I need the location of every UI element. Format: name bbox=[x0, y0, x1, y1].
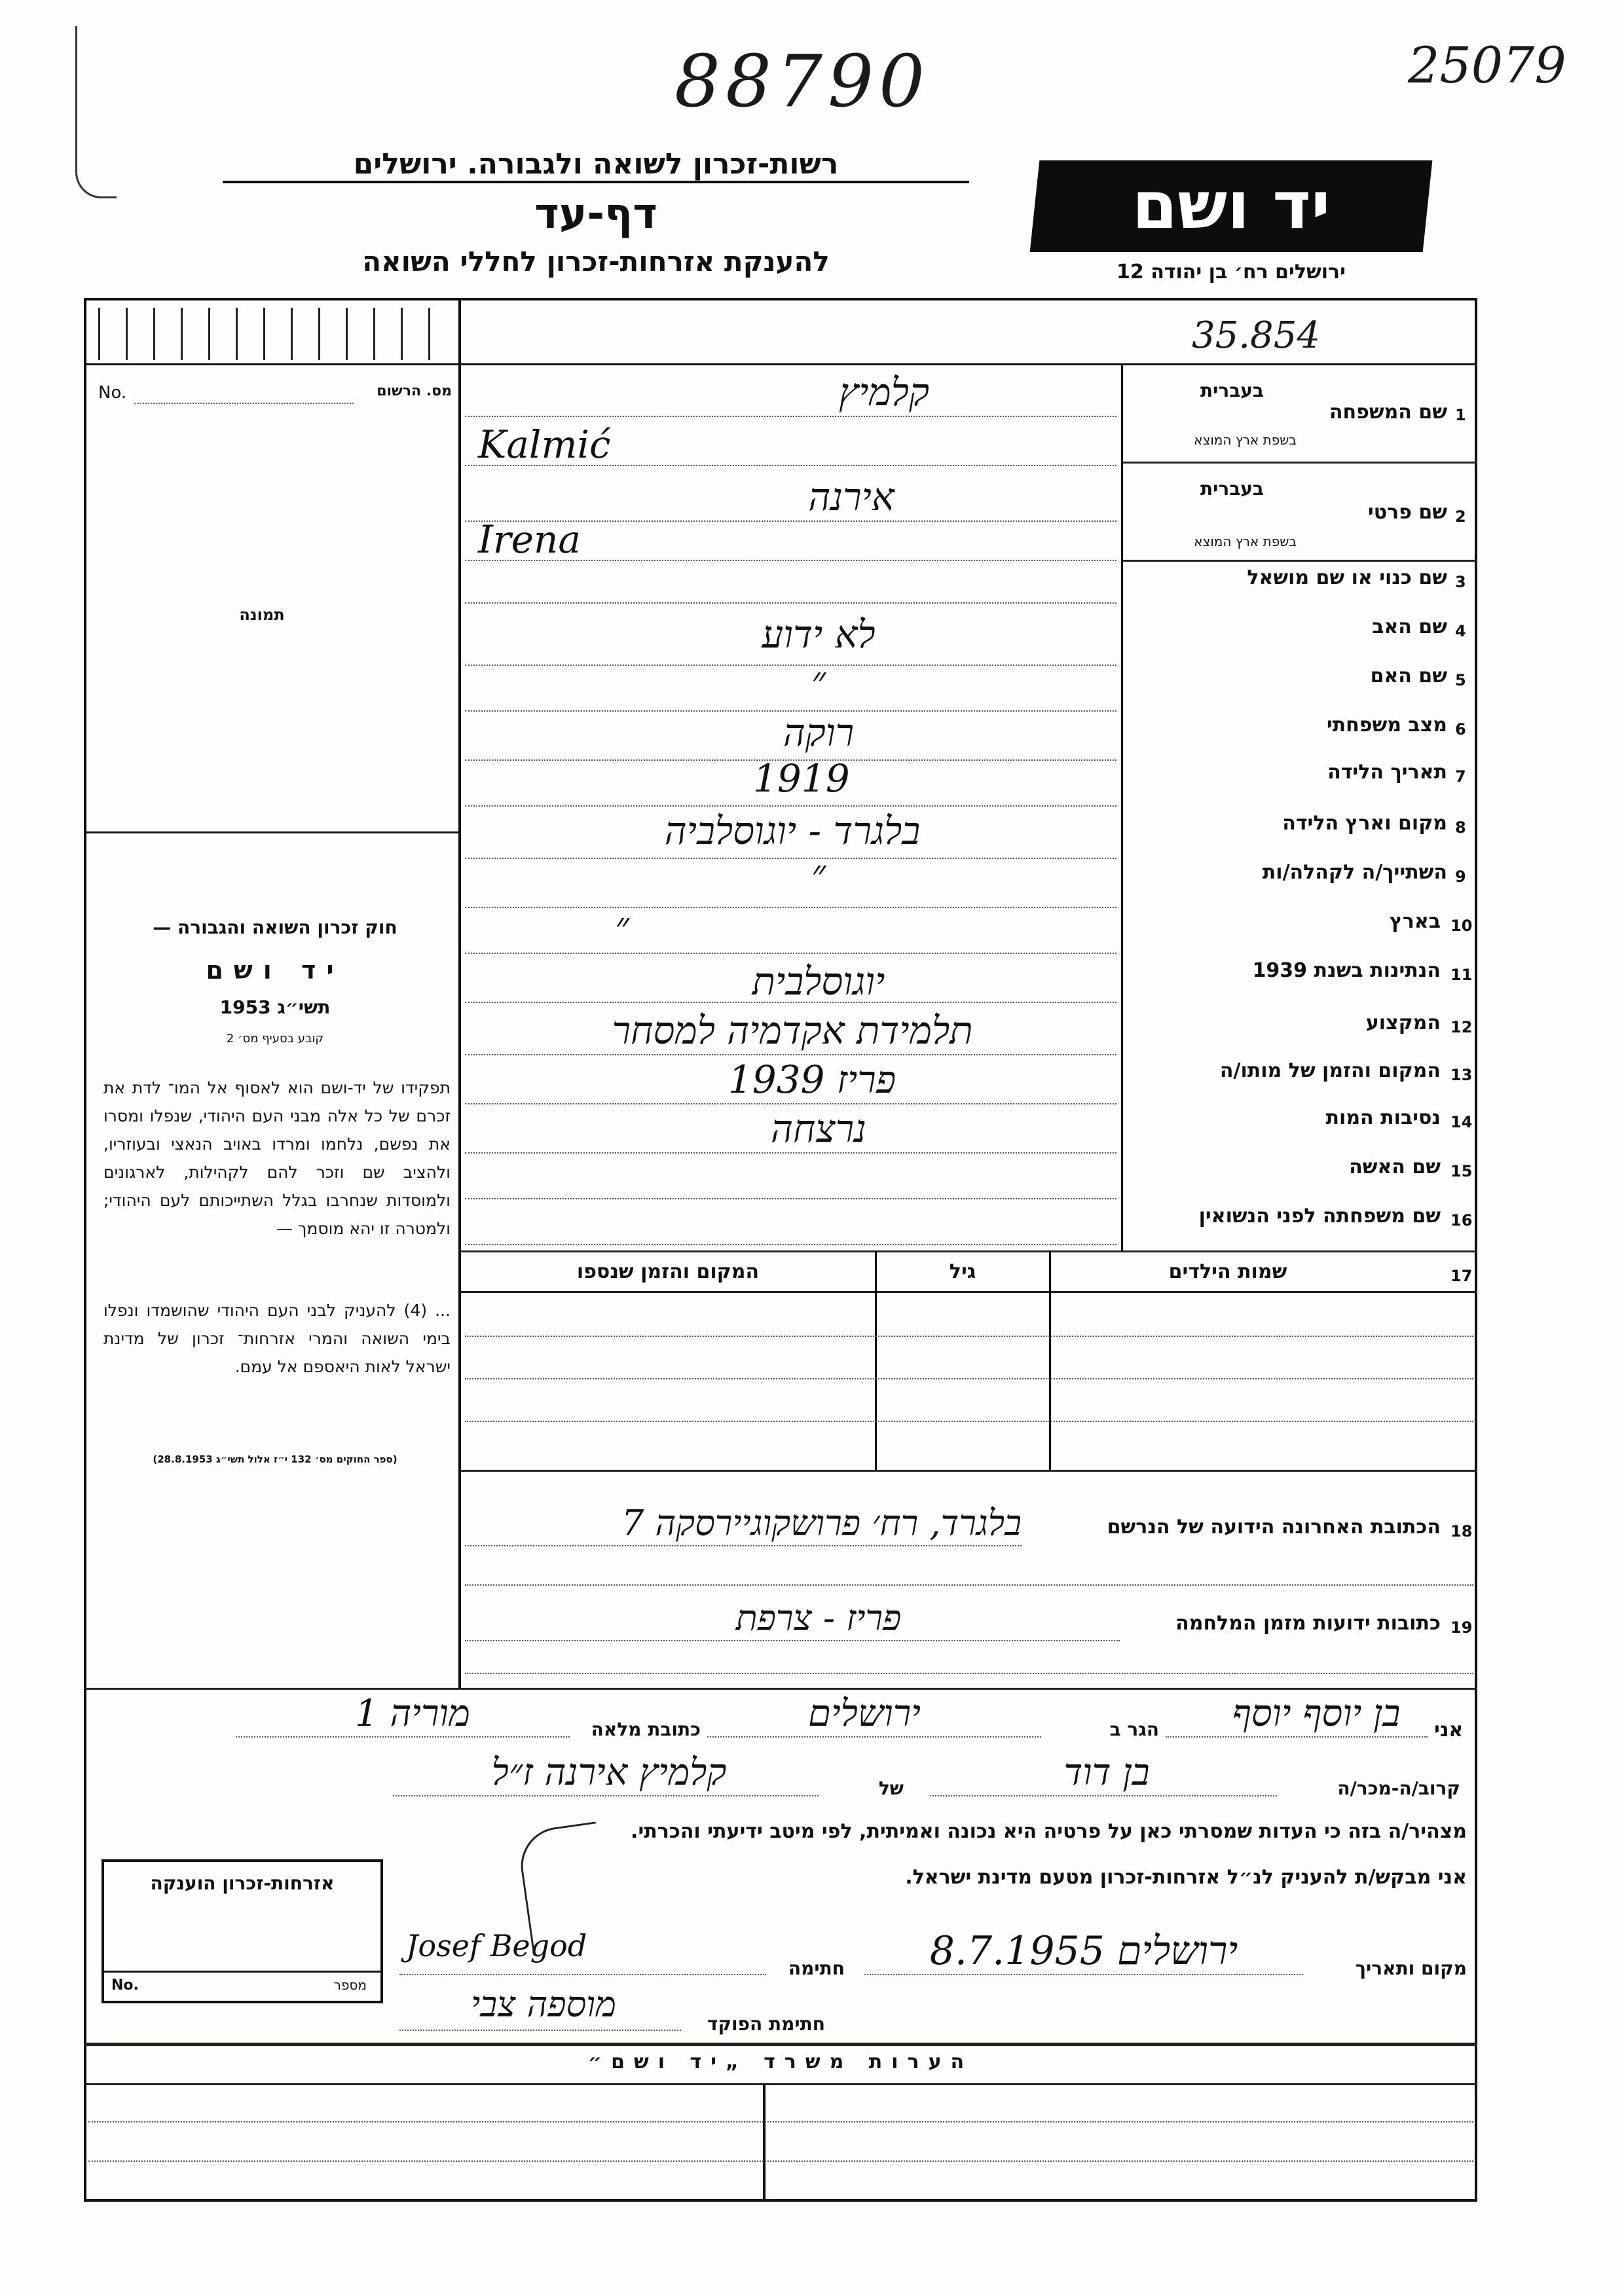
label-nickname: שם כנוי או שם מושאל bbox=[1247, 566, 1447, 589]
decl-line bbox=[707, 1736, 1041, 1738]
label-origin-lang-1: בשפת ארץ המוצא bbox=[1194, 432, 1297, 448]
remarks-header-rule bbox=[84, 2083, 1477, 2085]
field-number-14: 14 bbox=[1450, 1113, 1473, 1131]
row-line bbox=[465, 1545, 1022, 1546]
law-paragraph-1: תפקידו של יד-ושם הוא לאסוף אל המו־ לדת את זכרם של כל אלה מבני העם היהודי, שנפלו ומסרו את נפשם, נלחמו ומרדו באויב הנאצי ובעוזריו, ולהציב שם וזכר להם לקהילות, לארגונים ולמוסדות שנחרבו בגלל השתייכותם לעם היהודי; ולמטרה זו יהא מוסמך — bbox=[103, 1078, 451, 1238]
decl-relation: בן דוד bbox=[1063, 1751, 1150, 1794]
law-year: תשי״ג 1953 bbox=[219, 996, 331, 1018]
decl-line bbox=[399, 2030, 681, 2031]
children-col-divider-2 bbox=[1049, 1250, 1051, 1470]
decl-line bbox=[393, 1795, 819, 1796]
left-column-divider bbox=[458, 298, 461, 1689]
label-wife-name: שם האשה bbox=[1349, 1156, 1441, 1178]
value-last-address: בלגרד, רח׳ פרושקוגיירסקה 7 bbox=[621, 1503, 1022, 1544]
value-death-circumstances: נרצחה bbox=[770, 1106, 867, 1151]
row-line bbox=[465, 1584, 1473, 1586]
remarks-top-rule bbox=[84, 2043, 1477, 2046]
reg-label: מס. הרשום bbox=[377, 383, 452, 399]
field-number-13: 13 bbox=[1450, 1066, 1473, 1084]
value-father-name: לא ידוע bbox=[762, 612, 876, 657]
children-col-age: גיל bbox=[949, 1260, 976, 1283]
children-row-line bbox=[465, 1336, 1473, 1337]
archive-number: 25079 bbox=[1408, 36, 1566, 94]
field-number-19: 19 bbox=[1450, 1618, 1473, 1637]
children-col-place: המקום והזמן שנספו bbox=[576, 1260, 760, 1283]
row-line bbox=[465, 465, 1116, 466]
decl-address: מוריה 1 bbox=[355, 1692, 470, 1735]
label-marital-status: מצב משפחתי bbox=[1326, 714, 1447, 737]
value-first-name-latin: Irena bbox=[478, 517, 581, 562]
label-hebrew-1: בעברית bbox=[1200, 380, 1264, 401]
label-citizenship-1939: הנתינות בשנת 1939 bbox=[1252, 959, 1441, 982]
field-number-18: 18 bbox=[1450, 1522, 1473, 1540]
decl-of: של bbox=[878, 1777, 904, 1799]
value-country: ״ bbox=[614, 903, 630, 948]
field-number-11: 11 bbox=[1450, 966, 1473, 984]
decl-name: בן יוסף יוסף bbox=[1232, 1692, 1401, 1735]
field-number-5: 5 bbox=[1455, 671, 1466, 689]
decl-line bbox=[1166, 1736, 1428, 1738]
decl-statement: מצהיר/ה בזה כי העדות שמסרתי כאן על פרטיה היא נכונה ואמיתית, לפי מיטב ידיעתי והכרתי. bbox=[631, 1820, 1467, 1843]
law-name: יד ושם bbox=[206, 956, 344, 985]
remarks-line bbox=[88, 2160, 1473, 2162]
row-line bbox=[465, 602, 1116, 604]
label-occupation: המקצוע bbox=[1365, 1011, 1441, 1034]
label-last-address: הכתובת האחרונה הידועה של הנרשם bbox=[1107, 1516, 1441, 1539]
decl-line bbox=[930, 1795, 1277, 1796]
field-number-10: 10 bbox=[1450, 917, 1473, 935]
row-line bbox=[465, 1054, 1116, 1055]
value-family-name-hebrew: קלמיץ bbox=[839, 370, 929, 414]
decl-request: אני מבקש/ת להעניק לנ״ל אזרחות-זכרון מטעם מדינת ישראל. bbox=[905, 1866, 1467, 1889]
authority-line: רשות-זכרון לשואה ולגבורה. ירושלים bbox=[223, 147, 969, 183]
decl-address-label: כתובת מלאה bbox=[591, 1719, 701, 1740]
label-column-divider bbox=[1121, 363, 1123, 1250]
decl-of-name: קלמיץ אירנה ז״ל bbox=[491, 1751, 727, 1794]
decl-ani: אני bbox=[1434, 1719, 1464, 1741]
field-number-15: 15 bbox=[1450, 1162, 1473, 1180]
citizenship-box-divider bbox=[101, 1971, 383, 1973]
citizenship-box-number-label: מספר bbox=[333, 1977, 367, 1993]
label-birth-date: תאריך הלידה bbox=[1327, 761, 1447, 784]
decl-line bbox=[399, 1974, 766, 1975]
field-number-8: 8 bbox=[1455, 818, 1466, 837]
row-line bbox=[465, 953, 1116, 954]
decl-line bbox=[864, 1974, 1303, 1975]
decl-signature: Josef Begod bbox=[406, 1928, 587, 1963]
value-occupation: תלמידת אקדמיה למסחר bbox=[612, 1008, 973, 1053]
photo-label: תמונה bbox=[239, 606, 285, 624]
field-number-3: 3 bbox=[1455, 573, 1466, 591]
decl-officer: מוספה צבי bbox=[470, 1984, 617, 2025]
label-mother-name: שם האם bbox=[1370, 665, 1447, 687]
value-first-name-hebrew: אירנה bbox=[808, 475, 895, 519]
children-bottom-rule bbox=[460, 1470, 1477, 1472]
field-number-7: 7 bbox=[1455, 767, 1466, 786]
value-mother-name: ״ bbox=[811, 658, 826, 702]
reg-no-label: No. bbox=[98, 383, 127, 403]
row-line bbox=[465, 1103, 1116, 1104]
law-paragraph-2: ... (4) להעניק לבני העם היהודי שהושמדו ונפלו בימי השואה והמרי אזרחות־ זכרון של מדינת ישראל לאות היאספם אל עמם. bbox=[103, 1301, 451, 1376]
section-rule bbox=[84, 1688, 1477, 1690]
row-line bbox=[465, 1244, 1116, 1245]
decl-relative-label: קרוב/ה-מכר/ה bbox=[1337, 1777, 1460, 1799]
logo-address: ירושלים רח׳ בן יהודה 12 bbox=[1116, 261, 1346, 283]
row-rule bbox=[1123, 462, 1477, 464]
label-community: השתייך/ה לקהלה/ות bbox=[1262, 861, 1447, 884]
value-birth-date: 1919 bbox=[753, 756, 850, 801]
remarks-col-divider bbox=[763, 2083, 766, 2201]
children-col-divider-1 bbox=[875, 1250, 877, 1470]
children-row-line bbox=[465, 1421, 1473, 1422]
row-line bbox=[465, 416, 1116, 417]
field-number-17: 17 bbox=[1450, 1267, 1473, 1285]
value-death-place-time: פריז 1939 bbox=[728, 1057, 896, 1102]
row-line bbox=[465, 1198, 1116, 1199]
form-subtitle: להענקת אזרחות-זכרון לחללי השואה bbox=[362, 246, 830, 278]
form-number: 88790 bbox=[674, 39, 930, 123]
form-title: דף-עד bbox=[534, 190, 657, 238]
row-line bbox=[465, 1152, 1116, 1154]
header-row-divider bbox=[84, 363, 1477, 365]
decl-signature-label: חתימה bbox=[788, 1958, 845, 1979]
law-heading: חוק זכרון השואה והגבורה — bbox=[153, 917, 397, 938]
field-number-6: 6 bbox=[1455, 720, 1466, 738]
value-wartime-addresses: פריז - צרפת bbox=[735, 1597, 902, 1639]
value-birth-place: בלגרד - יוגוסלביה bbox=[664, 809, 921, 853]
label-wartime-addresses: כתובות ידועות מזמן המלחמה bbox=[1175, 1612, 1441, 1635]
logo-text: יד ושם bbox=[1132, 167, 1331, 244]
label-family-name: שם המשפחה bbox=[1329, 401, 1447, 424]
children-header-rule bbox=[460, 1291, 1477, 1293]
decl-resides: הגר ב bbox=[1109, 1719, 1159, 1740]
label-death-circumstances: נסיבות המות bbox=[1325, 1106, 1441, 1129]
decl-place-date-label: מקום ותאריך bbox=[1355, 1958, 1467, 1979]
field-number-12: 12 bbox=[1450, 1018, 1473, 1036]
value-citizenship-1939: יוגוסלבית bbox=[752, 959, 885, 1004]
children-row-line bbox=[465, 1378, 1473, 1379]
label-first-name: שם פרטי bbox=[1367, 501, 1447, 524]
field-number-16: 16 bbox=[1450, 1211, 1473, 1230]
label-country: בארץ bbox=[1389, 910, 1441, 933]
label-hebrew-2: בעברית bbox=[1200, 478, 1264, 500]
value-family-name-latin: Kalmić bbox=[478, 422, 611, 467]
row-rule bbox=[1123, 560, 1477, 562]
decl-officer-label: חתימת הפוקד bbox=[707, 2013, 825, 2035]
signature-flourish bbox=[516, 1821, 612, 1951]
value-community: ״ bbox=[811, 851, 826, 896]
field-number-4: 4 bbox=[1455, 622, 1466, 640]
remarks-line bbox=[88, 2121, 1473, 2123]
registration-stamp: 35.854 bbox=[1192, 314, 1320, 357]
law-citation: (ספר החוקים מס׳ 132 י״ז אלול תשי״ג 28.8.1953) bbox=[153, 1453, 397, 1465]
children-col-names: שמות הילדים bbox=[1168, 1260, 1287, 1283]
photo-box-bottom bbox=[84, 831, 460, 833]
row-line bbox=[465, 1673, 1473, 1674]
field-number-2: 2 bbox=[1455, 507, 1466, 526]
row-line bbox=[465, 1002, 1116, 1003]
row-line bbox=[465, 805, 1116, 807]
tally-strip bbox=[98, 308, 455, 360]
margin-mark bbox=[75, 26, 117, 198]
remarks-heading: הערות משרד „יד ושם״ bbox=[587, 2050, 974, 2073]
label-maiden-name: שם משפחתה לפני הנשואין bbox=[1198, 1205, 1441, 1228]
law-section: קובע בסעיף מס׳ 2 bbox=[226, 1032, 324, 1046]
value-marital-status: רוקה bbox=[783, 710, 855, 755]
children-top-rule bbox=[460, 1250, 1477, 1252]
citizenship-box-title: אזרחות-זכרון הוענקה bbox=[150, 1872, 335, 1894]
row-line bbox=[465, 560, 1116, 561]
reg-number-line bbox=[134, 403, 354, 404]
decl-line bbox=[236, 1736, 570, 1738]
decl-city: ירושלים bbox=[808, 1692, 921, 1735]
field-number-9: 9 bbox=[1455, 867, 1466, 886]
label-death-place-time: המקום והזמן של מותו/ה bbox=[1219, 1059, 1441, 1082]
citizenship-box-no: No. bbox=[111, 1977, 139, 1994]
label-origin-lang-2: בשפת ארץ המוצא bbox=[1194, 534, 1297, 549]
label-father-name: שם האב bbox=[1372, 615, 1447, 638]
field-number-1: 1 bbox=[1455, 406, 1466, 424]
decl-place-date: ירושלים 8.7.1955 bbox=[929, 1928, 1238, 1974]
row-line bbox=[465, 1640, 1120, 1641]
label-birth-place: מקום וארץ הלידה bbox=[1282, 812, 1447, 835]
